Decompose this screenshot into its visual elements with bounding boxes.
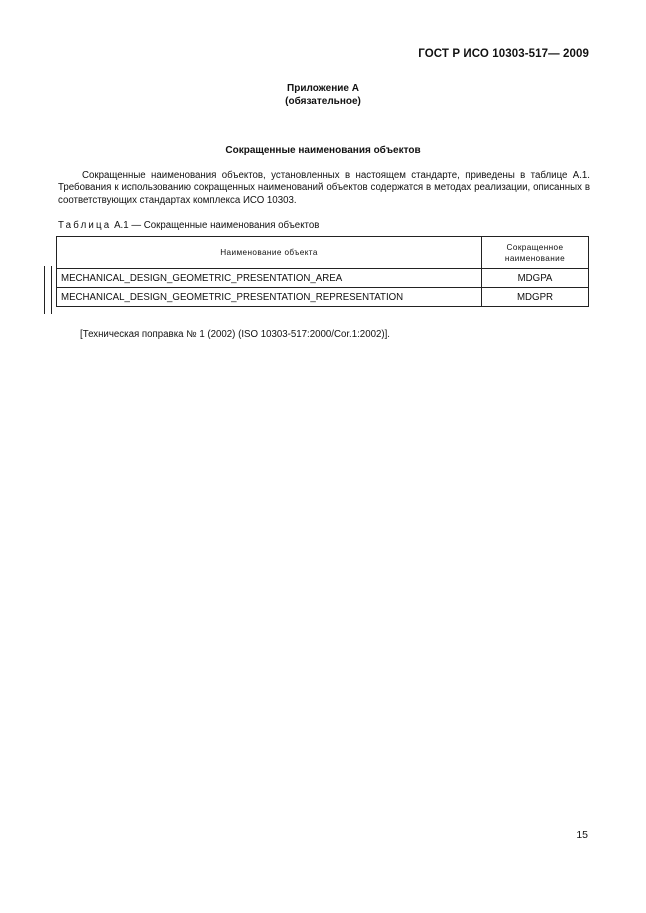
table-caption [58, 220, 319, 231]
page-number: 15 [576, 829, 588, 841]
short-name-cell: MDGPR [482, 288, 589, 307]
section-title: Сокращенные наименования объектов [225, 145, 421, 156]
table-header-row [57, 237, 589, 269]
table-caption-prefix: Таблица [58, 220, 112, 231]
change-bar-marker [44, 266, 52, 314]
header-short-name: Сокращенное наименование [482, 237, 589, 269]
appendix-status: (обязательное) [285, 96, 361, 107]
object-name-cell: MECHANICAL_DESIGN_GEOMETRIC_PRESENTATION_REPRESENTATION [57, 288, 482, 307]
short-name-cell: MDGPA [482, 269, 589, 288]
body-paragraph: Сокращенные наименования объектов, установленных в настоящем стандарте, приведены в таблице А.1. Требования к использованию сокращенных наименований объектов содержатся в методах реализации, описанных в соответствующих стандартах комплекса ИСО 10303. [58, 170, 590, 206]
object-name-cell: MECHANICAL_DESIGN_GEOMETRIC_PRESENTATION_AREA [57, 269, 482, 288]
document-header: ГОСТ Р ИСО 10303-517— 2009 [418, 48, 589, 60]
table-row [57, 269, 589, 288]
header-object-name: Наименование объекта [57, 237, 482, 269]
table-row [57, 288, 589, 307]
appendix-heading [0, 82, 646, 108]
abbreviations-table [56, 236, 589, 307]
appendix-title: Приложение А [287, 83, 359, 94]
table-caption-text: А.1 — Сокращенные наименования объектов [111, 220, 320, 231]
technical-correction-note: [Техническая поправка № 1 (2002) (ISO 10303-517:2000/Cor.1:2002)]. [80, 329, 390, 340]
